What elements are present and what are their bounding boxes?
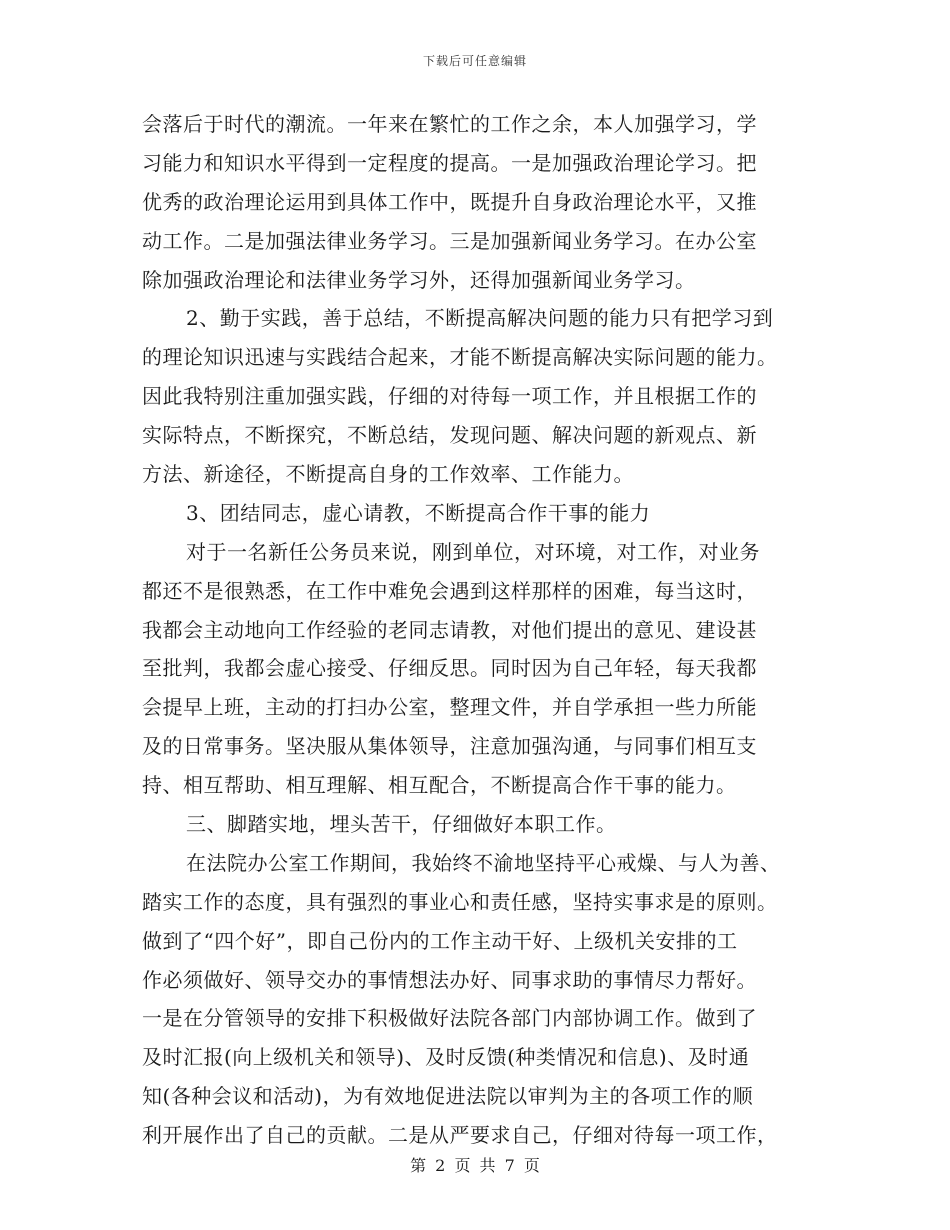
text-line: 会落后于时代的潮流。一年来在繁忙的工作之余，本人加强学习，学 <box>142 112 757 136</box>
text-line: 的理论知识迅速与实践结合起来，才能不断提高解决实际问题的能力。 <box>142 345 778 370</box>
text-line: 除加强政治理论和法律业务学习外，还得加强新闻业务学习。 <box>142 267 696 292</box>
page-number-footer: 第 2 页 共 7 页 <box>410 1156 540 1175</box>
text-line: 做到了“四个好”，即自己份内的工作主动干好、上级机关安排的工 <box>142 928 738 953</box>
page-header-note: 下载后可任意编辑 <box>422 54 527 68</box>
text-line: 及的日常事务。坚决服从集体领导，注意加强沟通，与同事们相互支 <box>142 734 757 759</box>
text-line: 2、勤于实践，善于总结，不断提高解决问题的能力只有把学习到 <box>186 306 774 331</box>
text-line: 会提早上班，主动的打扫办公室，整理文件，并自学承担一些力所能 <box>142 695 757 720</box>
text-line: 3、团结同志，虚心请教，不断提高合作干事的能力 <box>186 500 651 525</box>
text-line: 我都会主动地向工作经验的老同志请教，对他们提出的意见、建设甚 <box>142 617 757 642</box>
text-line: 实际特点，不断探究，不断总结，发现问题、解决问题的新观点、新 <box>142 423 757 448</box>
text-line: 习能力和知识水平得到一定程度的提高。一是加强政治理论学习。把 <box>142 150 757 175</box>
text-line: 作必须做好、领导交办的事情想法办好、同事求助的事情尽力帮好。 <box>142 967 757 992</box>
text-line: 至批判，我都会虚心接受、仔细反思。同时因为自己年轻，每天我都 <box>142 656 757 681</box>
text-line: 利开展作出了自己的贡献。二是从严要求自己，仔细对待每一项工作， <box>142 1123 778 1148</box>
text-line: 三、脚踏实地，埋头苦干，仔细做好本职工作。 <box>186 812 617 837</box>
text-line: 在法院办公室工作期间，我始终不渝地坚持平心戒燥、与人为善、 <box>186 850 781 875</box>
text-line: 持、相互帮助、相互理解、相互配合，不断提高合作干事的能力。 <box>142 773 737 798</box>
document-body <box>142 105 810 1155</box>
text-line: 方法、新途径，不断提高自身的工作效率、工作能力。 <box>142 462 634 487</box>
text-line: 踏实工作的态度，具有强烈的事业心和责任感，坚持实事求是的原则。 <box>142 889 778 914</box>
text-line: 一是在分管领导的安排下积极做好法院各部门内部协调工作。做到了 <box>142 1006 757 1031</box>
text-line: 都还不是很熟悉，在工作中难免会遇到这样那样的困难，每当这时， <box>142 578 757 603</box>
text-line: 对于一名新任公务员来说，刚到单位，对环境，对工作，对业务 <box>186 539 760 564</box>
text-line: 及时汇报(向上级机关和领导)、及时反馈(种类情况和信息)、及时通 <box>142 1045 750 1070</box>
text-line: 优秀的政治理论运用到具体工作中，既提升自身政治理论水平，又推 <box>142 189 757 214</box>
text-line: 因此我特别注重加强实践，仔细的对待每一项工作，并且根据工作的 <box>142 384 757 409</box>
text-line: 动工作。二是加强法律业务学习。三是加强新闻业务学习。在办公室 <box>142 228 757 253</box>
text-line: 知(各种会议和活动)，为有效地促进法院以审判为主的各项工作的顺 <box>142 1084 754 1109</box>
